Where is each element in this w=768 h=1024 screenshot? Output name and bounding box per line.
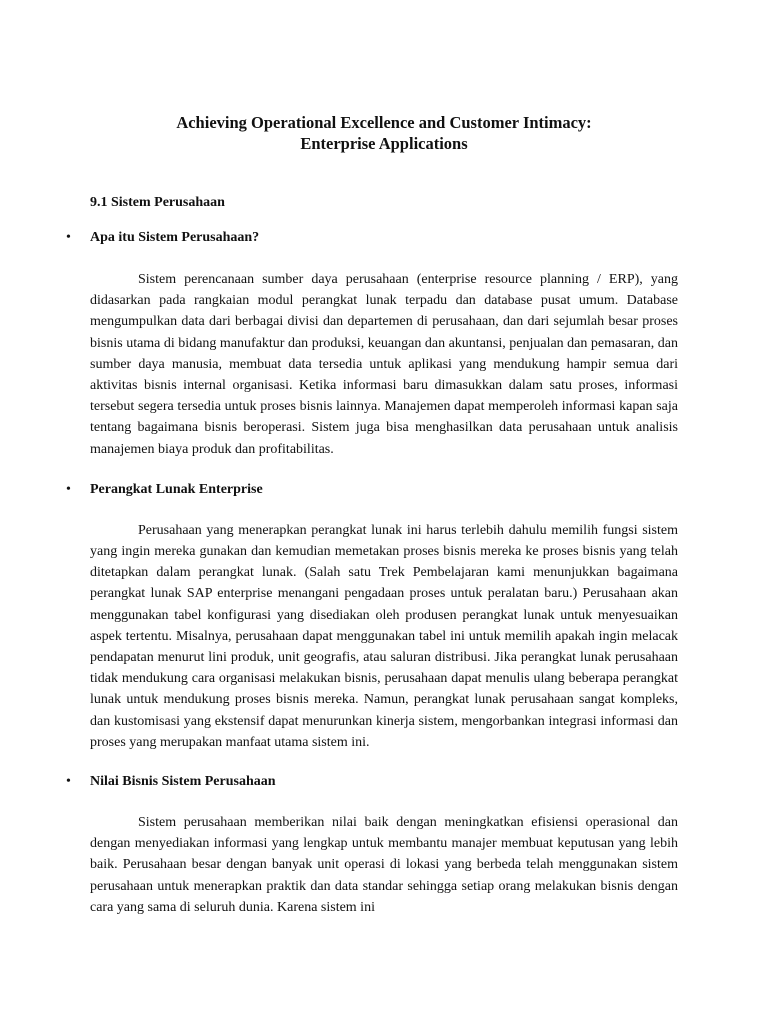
document-page: [66, 112, 678, 918]
bullet-icon: •: [66, 230, 71, 245]
bullet-heading-2: [66, 480, 678, 500]
paragraph-3: Sistem perusahaan memberikan nilai baik dengan meningkatkan efisiensi operasional dan dengan menyediakan informasi yang lengkap untuk membantu manajer membuat keputusan yang lebih baik. Perusahaan besar dengan banyak unit operasi di lokasi yang berbeda telah menggunakan sistem perusahaan untuk menerapkan praktik dan data standar sehingga setiap orang melakukan bisnis dengan cara yang sama di seluruh dunia. Karena sistem ini: [90, 815, 678, 915]
bullet-heading-1: [66, 228, 678, 248]
title-line-2: Enterprise Applications: [300, 134, 468, 153]
bullet-icon: •: [66, 774, 71, 790]
document-title: [90, 112, 678, 154]
title-line-1: Achieving Operational Excellence and Customer Intimacy:: [176, 113, 592, 132]
bullet-heading-text: Nilai Bisnis Sistem Perusahaan: [90, 774, 276, 790]
bullet-icon: •: [66, 481, 71, 497]
paragraph-2: Perusahaan yang menerapkan perangkat lunak ini harus terlebih dahulu memilih fungsi sistem yang ingin mereka gunakan dan kemudian memetakan proses bisnis mereka ke proses bisnis yang telah ditetapkan dalam perangkat lunak. (Salah satu Trek Pembelajaran kami menunjukkan bagaimana perangkat lunak SAP enterprise menangani pengadaan proses untuk peralatan baru.) Perusahaan akan menggunakan tabel konfigurasi yang disediakan oleh produsen perangkat lunak untuk menyesuaikan aspek tertentu. Misalnya, perusahaan dapat menggunakan tabel ini untuk memilih apakah ingin melacak pendapatan menurut lini produk, unit geografis, atau saluran distribusi. Jika perangkat lunak perusahaan tidak mendukung cara organisasi melakukan bisnis, perusahaan dapat menulis ulang beberapa perangkat lunak untuk mendukung proses bisnis mereka. Namun, perangkat lunak perusahaan sangat kompleks, dan kustomisasi yang ekstensif dapat menurunkan kinerja sistem, mengorbankan integrasi informasi dan proses yang merupakan manfaat utama sistem ini.: [90, 522, 678, 750]
paragraph-1: Sistem perencanaan sumber daya perusahaan (enterprise resource planning / ERP), yang didasarkan pada rangkaian modul perangkat lunak terpadu dan database pusat umum. Database mengumpulkan data dari berbagai divisi dan departemen di perusahaan, dan dari sejumlah besar proses bisnis utama di bidang manufaktur dan produksi, keuangan dan akuntansi, penjualan dan pemasaran, dan sumber daya manusia, membuat data tersedia untuk aplikasi yang mendukung hampir semua dari aktivitas bisnis internal organisasi. Ketika informasi baru dimasukkan dalam satu proses, informasi tersebut segera tersedia untuk proses bisnis lainnya. Manajemen dapat memperoleh informasi kapan saja tentang bagaimana bisnis beroperasi. Sistem juga bisa menghasilkan data perusahaan untuk analisis manajemen biaya produk dan profitabilitas.: [90, 272, 678, 457]
section-heading: 9.1 Sistem Perusahaan: [90, 195, 225, 210]
bullet-heading-text: Perangkat Lunak Enterprise: [90, 481, 263, 497]
bullet-heading-text: Apa itu Sistem Perusahaan?: [90, 230, 260, 245]
bullet-heading-3: [66, 772, 678, 792]
